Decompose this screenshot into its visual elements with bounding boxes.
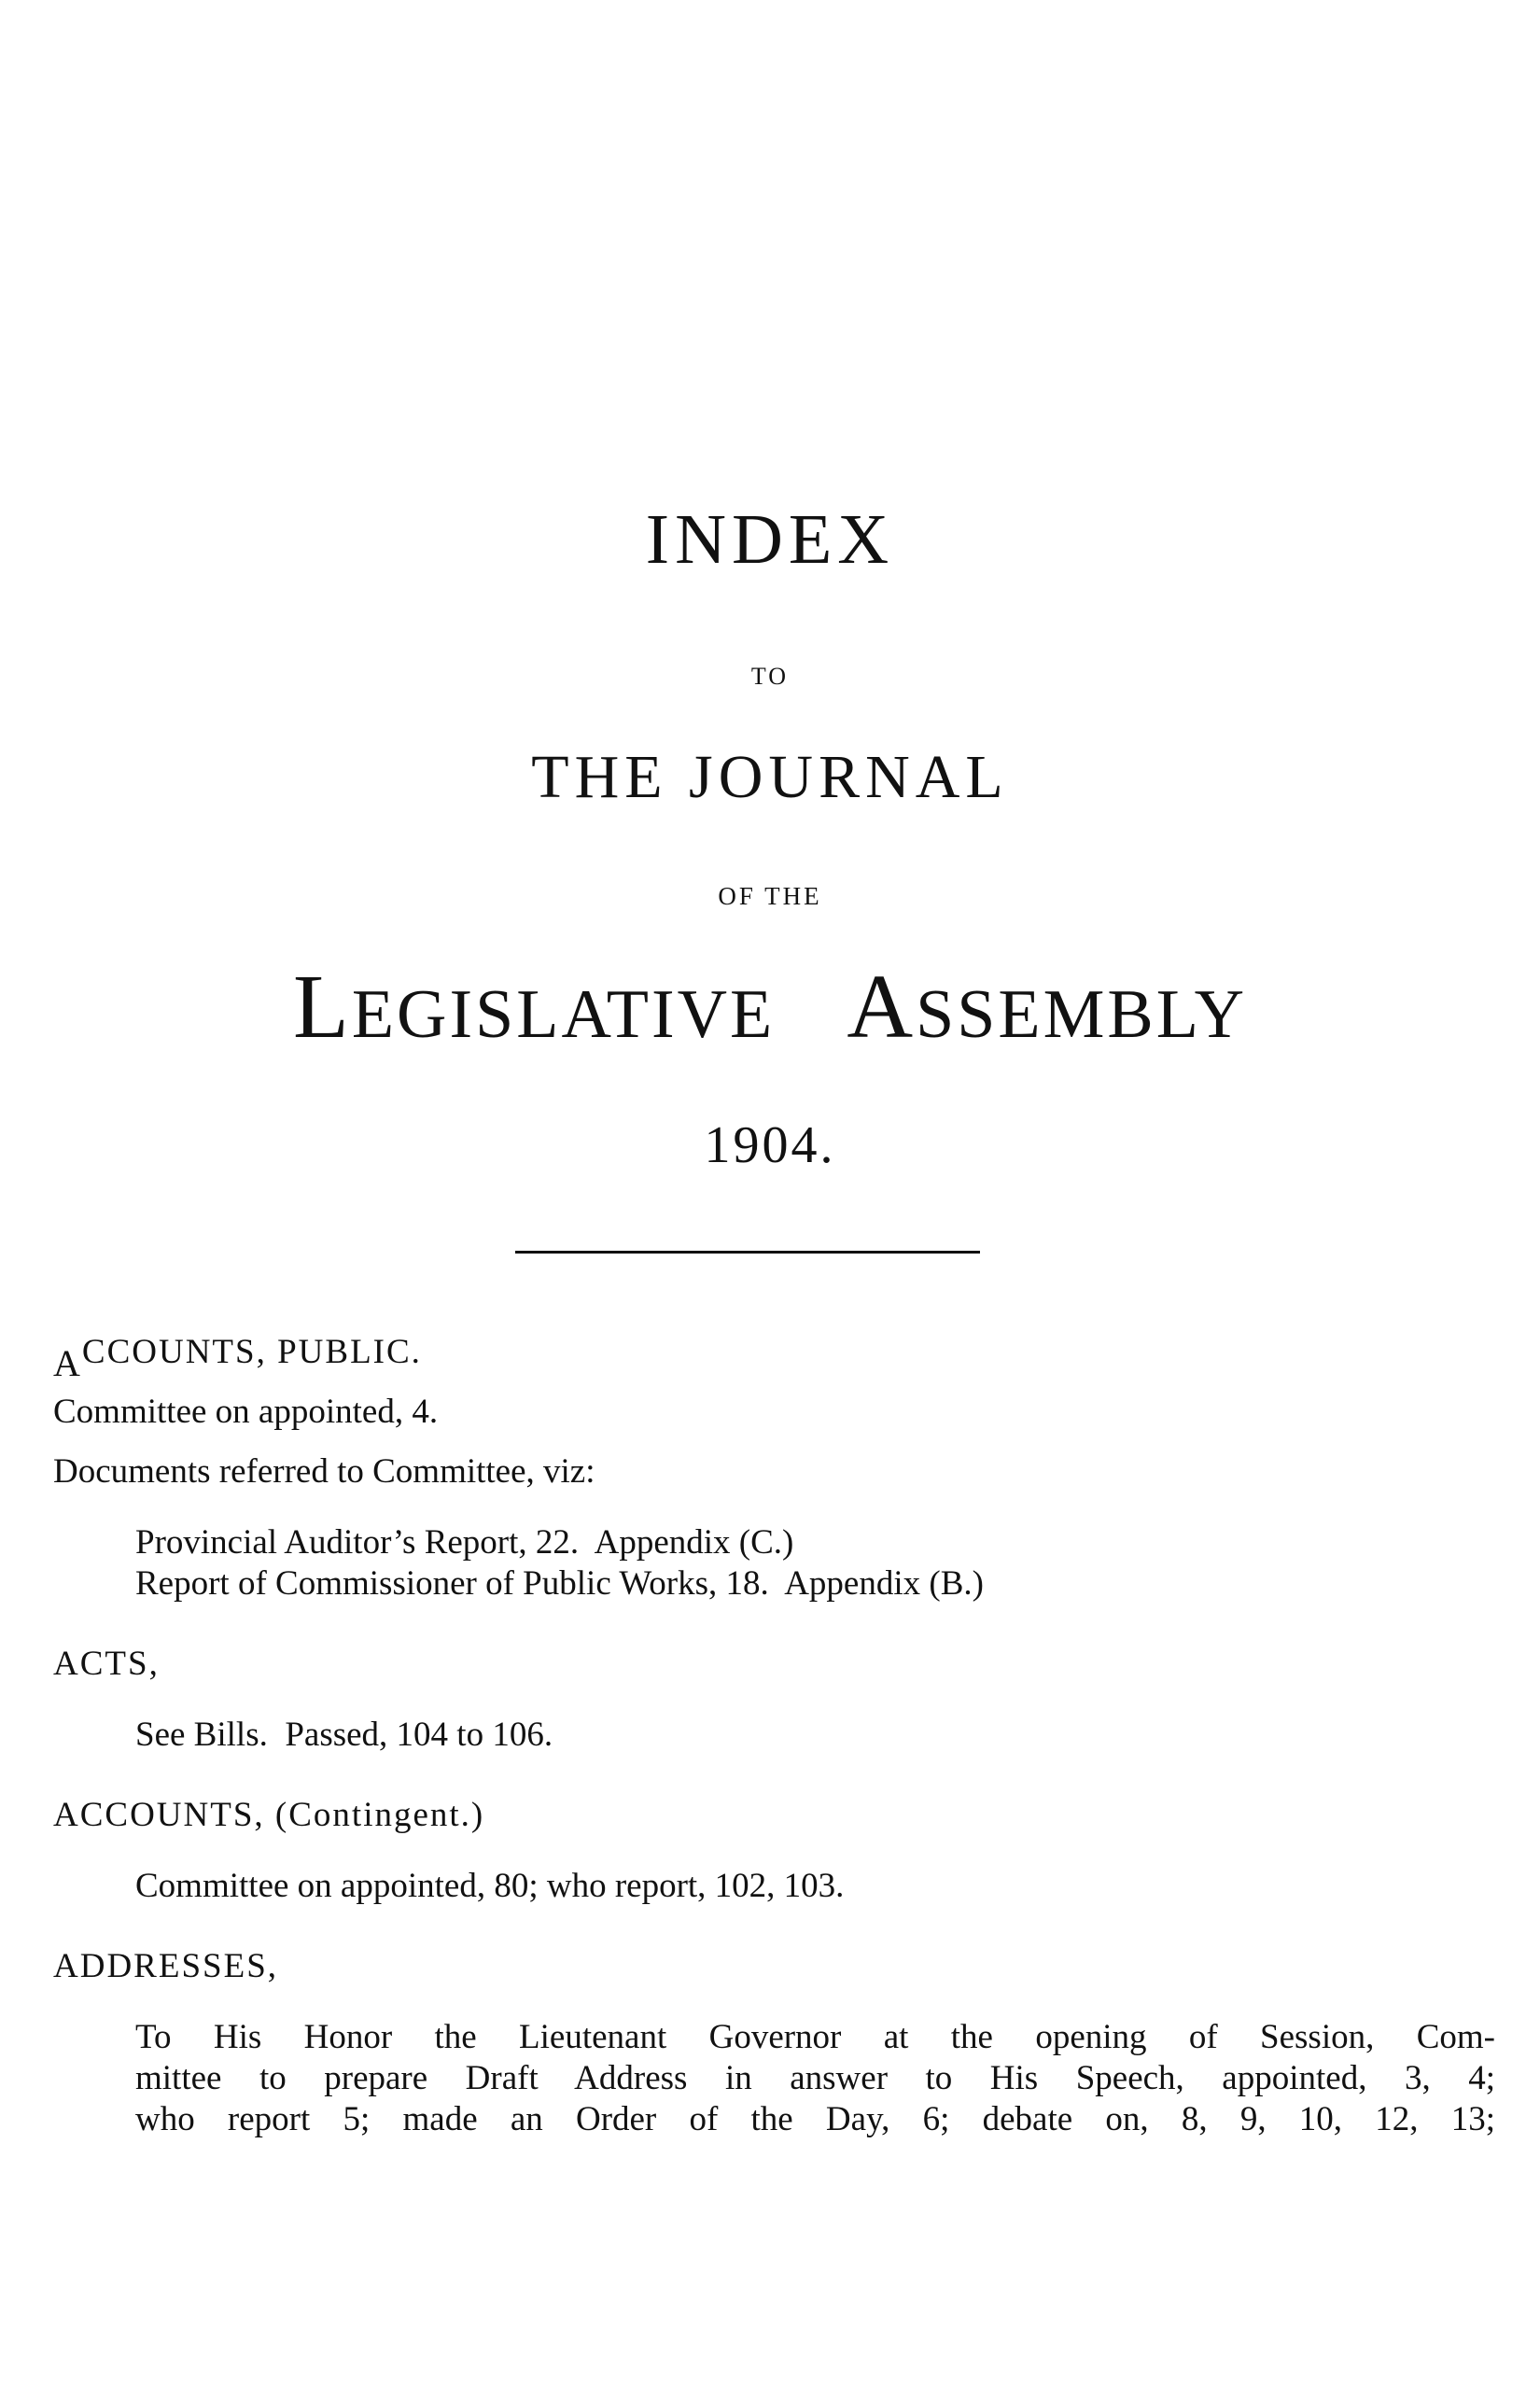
entry-heading-accounts-public bbox=[53, 1330, 1453, 1384]
to-subtitle: TO bbox=[750, 663, 790, 690]
entry-subline: Provincial Auditor’s Report, 22. Appendix (C.) bbox=[135, 1523, 794, 1562]
title-divider bbox=[515, 1251, 980, 1254]
journal-title: THE JOURNAL bbox=[531, 743, 1009, 811]
entry-line: Committee on appointed, 80; who report, 102, 103. bbox=[135, 1867, 845, 1905]
entry-heading-accounts-contingent: ACCOUNTS, (Contingent.) bbox=[53, 1796, 485, 1834]
of-the-subtitle: OF THE bbox=[718, 882, 822, 910]
index-title: INDEX bbox=[645, 500, 895, 579]
drop-initial: A bbox=[53, 1342, 82, 1384]
entry-line: Committee on appointed, 4. bbox=[53, 1393, 439, 1431]
assembly-initial-a: A bbox=[847, 957, 917, 1058]
assembly-title bbox=[0, 957, 1540, 1058]
year-label: 1904. bbox=[704, 1116, 836, 1174]
entry-line: Documents referred to Committee, viz: bbox=[53, 1452, 595, 1491]
entry-heading-acts: ACTS, bbox=[53, 1645, 160, 1683]
entry-paragraph-line: who report 5; made an Order of the Day, 6; debate on, 8, 9, 10, 12, 13; bbox=[135, 2100, 1495, 2138]
assembly-word-2-rest: SSEMBLY bbox=[916, 976, 1248, 1053]
entry-paragraph-line: To His Honor the Lieutenant Governor at the opening of Session, Com- bbox=[135, 2018, 1495, 2056]
heading-text: CCOUNTS, PUBLIC. bbox=[81, 1333, 422, 1371]
index-entries bbox=[53, 1330, 1495, 2140]
entry-heading-addresses: ADDRESSES, bbox=[53, 1947, 279, 1985]
entry-subline: Report of Commissioner of Public Works, 18. Appendix (B.) bbox=[135, 1564, 984, 1603]
entry-line: See Bills. Passed, 104 to 106. bbox=[135, 1716, 553, 1754]
entry-paragraph-line: mittee to prepare Draft Address in answer to His Speech, appointed, 3, 4; bbox=[135, 2059, 1495, 2097]
assembly-word-1-rest: EGISLATIVE bbox=[351, 976, 776, 1053]
assembly-initial-l: L bbox=[292, 957, 352, 1058]
